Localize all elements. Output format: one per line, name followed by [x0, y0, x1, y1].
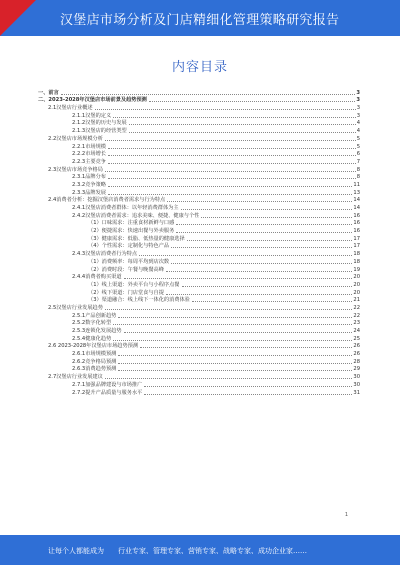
toc-leader-dots [113, 324, 352, 325]
toc-entry-page: 26 [353, 351, 360, 358]
toc-entry-page: 3 [356, 97, 360, 104]
toc-leader-dots [144, 386, 352, 387]
toc-leader-dots [108, 178, 356, 179]
toc-leader-dots [181, 209, 353, 210]
toc-entry-label: 2.4.1汉堡店消费者群体：以年轻消费群体为主 [72, 205, 179, 211]
toc-leader-dots [149, 101, 356, 102]
toc-entry[interactable] [38, 211, 360, 219]
toc-leader-dots [108, 186, 352, 187]
toc-leader-dots [129, 132, 356, 133]
toc-entry-page: 4 [356, 128, 360, 135]
toc-entry-label: 2.2汉堡店市场规模分析 [48, 135, 103, 142]
toc-entry[interactable] [38, 365, 360, 373]
toc-entry-label: 2.7.1加强品牌建设与市场推广 [72, 381, 143, 388]
report-title: 汉堡店市场分析及门店精细化管理策略研究报告 [60, 13, 340, 28]
toc-entry-page: 23 [353, 320, 360, 327]
toc-entry-label: 一、前言 [38, 89, 59, 96]
toc-leader-dots [124, 278, 353, 279]
toc-leader-dots [113, 340, 352, 341]
toc-leader-dots [108, 148, 356, 149]
toc-entry-label: 2.4.2汉堡店消费者需求：追求美味、便捷、健康与个性 [72, 212, 200, 219]
toc-entry-label: （3）健康需求：低脂、低热量的健康选择 [88, 235, 185, 242]
toc-leader-dots [105, 140, 356, 141]
toc-leader-dots [108, 163, 356, 164]
toc-entry[interactable] [38, 249, 360, 257]
toc-entry-page: 16 [353, 228, 360, 235]
toc-leader-dots [113, 117, 356, 118]
toc-leader-dots [118, 317, 352, 318]
toc-entry-page: 29 [353, 366, 360, 373]
toc-entry-page: 16 [353, 220, 360, 227]
toc-entry-page: 20 [353, 281, 360, 288]
toc-entry-page: 17 [353, 235, 360, 242]
toc-entry[interactable] [38, 180, 360, 188]
toc-leader-dots [166, 271, 352, 272]
footer-banner [0, 535, 400, 565]
toc-entry-page: 3 [356, 89, 360, 96]
toc-title: 内容目录 [171, 60, 228, 75]
toc-entry-label: 2.3.1品牌分布 [72, 174, 106, 181]
toc-entry-label: 2.5.1产品创新趋势 [72, 312, 117, 319]
toc-entry[interactable] [38, 165, 360, 173]
toc-entry-page: 20 [353, 274, 360, 281]
toc-entry-page: 14 [353, 197, 360, 204]
toc-entry-label: 2.2.2市场增长 [72, 151, 106, 158]
toc-leader-dots [105, 378, 352, 379]
toc-entry[interactable] [38, 311, 360, 319]
toc-entry[interactable] [38, 134, 360, 142]
toc-entry-label: 2.3.2竞争策略 [72, 181, 106, 188]
toc-entry[interactable] [38, 150, 360, 158]
toc-leader-dots [61, 94, 356, 95]
toc-entry-label: 2.1.2汉堡的历史与发展 [72, 120, 127, 127]
toc-entry-page: 30 [353, 381, 360, 388]
toc-entry-page: 4 [356, 120, 360, 127]
toc-leader-dots [124, 332, 353, 333]
toc-entry-label: 2.3汉堡店市场竞争格局 [48, 166, 103, 173]
toc-entry-page: 3 [356, 112, 360, 119]
toc-entry-label: （2）消费时段：午餐与晚餐高峰 [88, 266, 164, 273]
toc-entry-page: 18 [353, 251, 360, 258]
toc-leader-dots [167, 201, 352, 202]
table-of-contents [38, 88, 360, 396]
toc-entry[interactable] [38, 334, 360, 342]
toc-entry-page: 20 [353, 289, 360, 296]
toc-entry-page: 26 [353, 343, 360, 350]
header-banner [0, 0, 400, 36]
toc-entry[interactable] [38, 372, 360, 380]
toc-entry[interactable] [38, 203, 360, 211]
toc-entry-page: 21 [353, 297, 360, 304]
toc-leader-dots [118, 370, 352, 371]
toc-entry-label: （2）便捷需求：快速出餐与外卖服务 [88, 228, 175, 235]
toc-entry-label: 2.5.4健康化趋势 [72, 335, 112, 342]
toc-entry[interactable] [38, 219, 360, 227]
toc-leader-dots [108, 194, 352, 195]
toc-leader-dots [166, 294, 352, 295]
toc-entry-label: （4）个性需求：定制化与特色产品 [88, 243, 170, 250]
toc-entry[interactable] [38, 103, 360, 111]
toc-entry-label: 2.7.2提升产品质量与服务水平 [72, 389, 143, 396]
toc-leader-dots [171, 263, 352, 264]
toc-entry[interactable] [38, 296, 360, 304]
toc-entry[interactable] [38, 142, 360, 150]
toc-entry[interactable] [38, 273, 360, 281]
toc-entry-label: 2.4.4消费者购买渠道 [72, 274, 122, 281]
toc-entry-page: 7 [356, 158, 360, 165]
toc-leader-dots [105, 171, 356, 172]
toc-entry-page: 17 [353, 243, 360, 250]
toc-entry-page: 18 [353, 258, 360, 265]
toc-leader-dots [192, 301, 353, 302]
toc-entry-page: 5 [356, 135, 360, 142]
toc-entry[interactable] [38, 388, 360, 396]
toc-entry-page: 31 [353, 389, 360, 396]
toc-entry[interactable] [38, 157, 360, 165]
toc-entry-label: 2.4.3汉堡店消费者行为特点 [72, 251, 138, 258]
toc-entry-label: 2.7汉堡店行业发展建议 [48, 374, 103, 381]
toc-entry[interactable] [38, 226, 360, 234]
toc-entry-page: 6 [356, 151, 360, 158]
toc-entry-page: 11 [353, 181, 360, 188]
toc-leader-dots [187, 240, 353, 241]
toc-entry[interactable] [38, 257, 360, 265]
toc-entry-page: 19 [353, 266, 360, 273]
toc-entry[interactable] [38, 288, 360, 296]
toc-entry[interactable] [38, 280, 360, 288]
toc-entry-label: （3）渠道融合：线上线下一体化的消费体验 [88, 297, 190, 304]
toc-entry-label: 2.6.3消费趋势预测 [72, 366, 117, 373]
toc-entry-page: 30 [353, 374, 360, 381]
toc-entry-label: （1）线上渠道：外卖平台与小程序点餐 [88, 281, 180, 288]
toc-entry[interactable] [38, 196, 360, 204]
toc-leader-dots [176, 224, 352, 225]
footer-roles: 行业专家、管理专家、营销专家、战略专家、成功企业家…… [118, 547, 307, 555]
toc-entry-label: 2.2.3主要竞争 [72, 158, 106, 165]
toc-entry-page: 14 [353, 205, 360, 211]
toc-entry-label: 2.6 2023-2028年汉堡店市场趋势预测 [48, 343, 139, 350]
toc-entry[interactable] [38, 126, 360, 134]
toc-leader-dots [105, 309, 352, 310]
toc-entry[interactable] [38, 96, 360, 104]
toc-entry[interactable] [38, 349, 360, 357]
toc-entry[interactable] [38, 242, 360, 250]
toc-entry-page: 8 [356, 166, 360, 173]
toc-entry-page: 24 [353, 328, 360, 334]
toc-entry[interactable] [38, 88, 360, 96]
toc-entry-label: 2.1.3汉堡店的经营类型 [72, 128, 127, 135]
toc-entry-page: 16 [353, 212, 360, 219]
toc-entry-page: 22 [353, 312, 360, 319]
toc-entry[interactable] [38, 265, 360, 273]
toc-leader-dots [95, 109, 356, 110]
footer-slogan: 让每个人都能成为 [48, 547, 104, 555]
toc-entry[interactable] [38, 119, 360, 127]
toc-entry[interactable] [38, 188, 360, 196]
toc-entry-label: 2.5.3连锁化发展趋势 [72, 328, 122, 334]
toc-entry-label: 二、2023-2028年汉堡店市场前景及趋势预测 [38, 97, 147, 104]
toc-entry-label: 2.5汉堡店行业发展趋势 [48, 304, 103, 311]
toc-entry[interactable] [38, 380, 360, 388]
toc-entry-page: 3 [356, 105, 360, 112]
toc-entry[interactable] [38, 326, 360, 334]
toc-leader-dots [144, 394, 352, 395]
toc-leader-dots [201, 217, 352, 218]
toc-entry-label: 2.3.3品牌发展 [72, 189, 106, 196]
toc-leader-dots [171, 247, 352, 248]
toc-leader-dots [129, 124, 356, 125]
toc-entry-label: 2.1.1汉堡的定义 [72, 112, 112, 119]
toc-entry-label: （2）线下渠道：门店堂食与自提 [88, 289, 164, 296]
toc-entry-label: 2.6.1市场规模预测 [72, 351, 117, 358]
page-number: 1 [344, 512, 348, 518]
toc-leader-dots [176, 232, 352, 233]
toc-entry-page: 25 [353, 335, 360, 342]
toc-leader-dots [140, 347, 352, 348]
toc-entry[interactable] [38, 303, 360, 311]
toc-entry-label: 2.6.2竞争格局预测 [72, 358, 117, 365]
toc-leader-dots [139, 255, 352, 256]
toc-leader-dots [118, 363, 352, 364]
toc-entry-page: 8 [356, 174, 360, 181]
toc-entry-page: 5 [356, 143, 360, 150]
toc-leader-dots [108, 155, 356, 156]
toc-entry[interactable] [38, 357, 360, 365]
toc-entry-page: 22 [353, 304, 360, 311]
toc-leader-dots [182, 286, 353, 287]
toc-entry-label: 2.2.1市场规模 [72, 143, 106, 150]
toc-entry-label: （1）消费频率：每周平均到店次数 [88, 258, 170, 265]
toc-entry[interactable] [38, 173, 360, 181]
toc-entry[interactable] [38, 234, 360, 242]
toc-entry[interactable] [38, 342, 360, 350]
toc-entry-label: 2.5.2数字化转型 [72, 320, 112, 327]
toc-entry-label: 2.1汉堡店行业概述 [48, 105, 93, 112]
toc-entry-page: 13 [353, 189, 360, 196]
toc-entry-page: 28 [353, 358, 360, 365]
toc-entry-label: （1）口味需求：注重食材新鲜与口感 [88, 220, 175, 227]
toc-entry[interactable] [38, 319, 360, 327]
banner-accent-triangle [0, 0, 36, 36]
toc-entry-label: 2.4消费者分析：挖掘汉堡店消费者需求与行为特点 [48, 197, 166, 204]
toc-leader-dots [118, 355, 352, 356]
toc-entry[interactable] [38, 111, 360, 119]
